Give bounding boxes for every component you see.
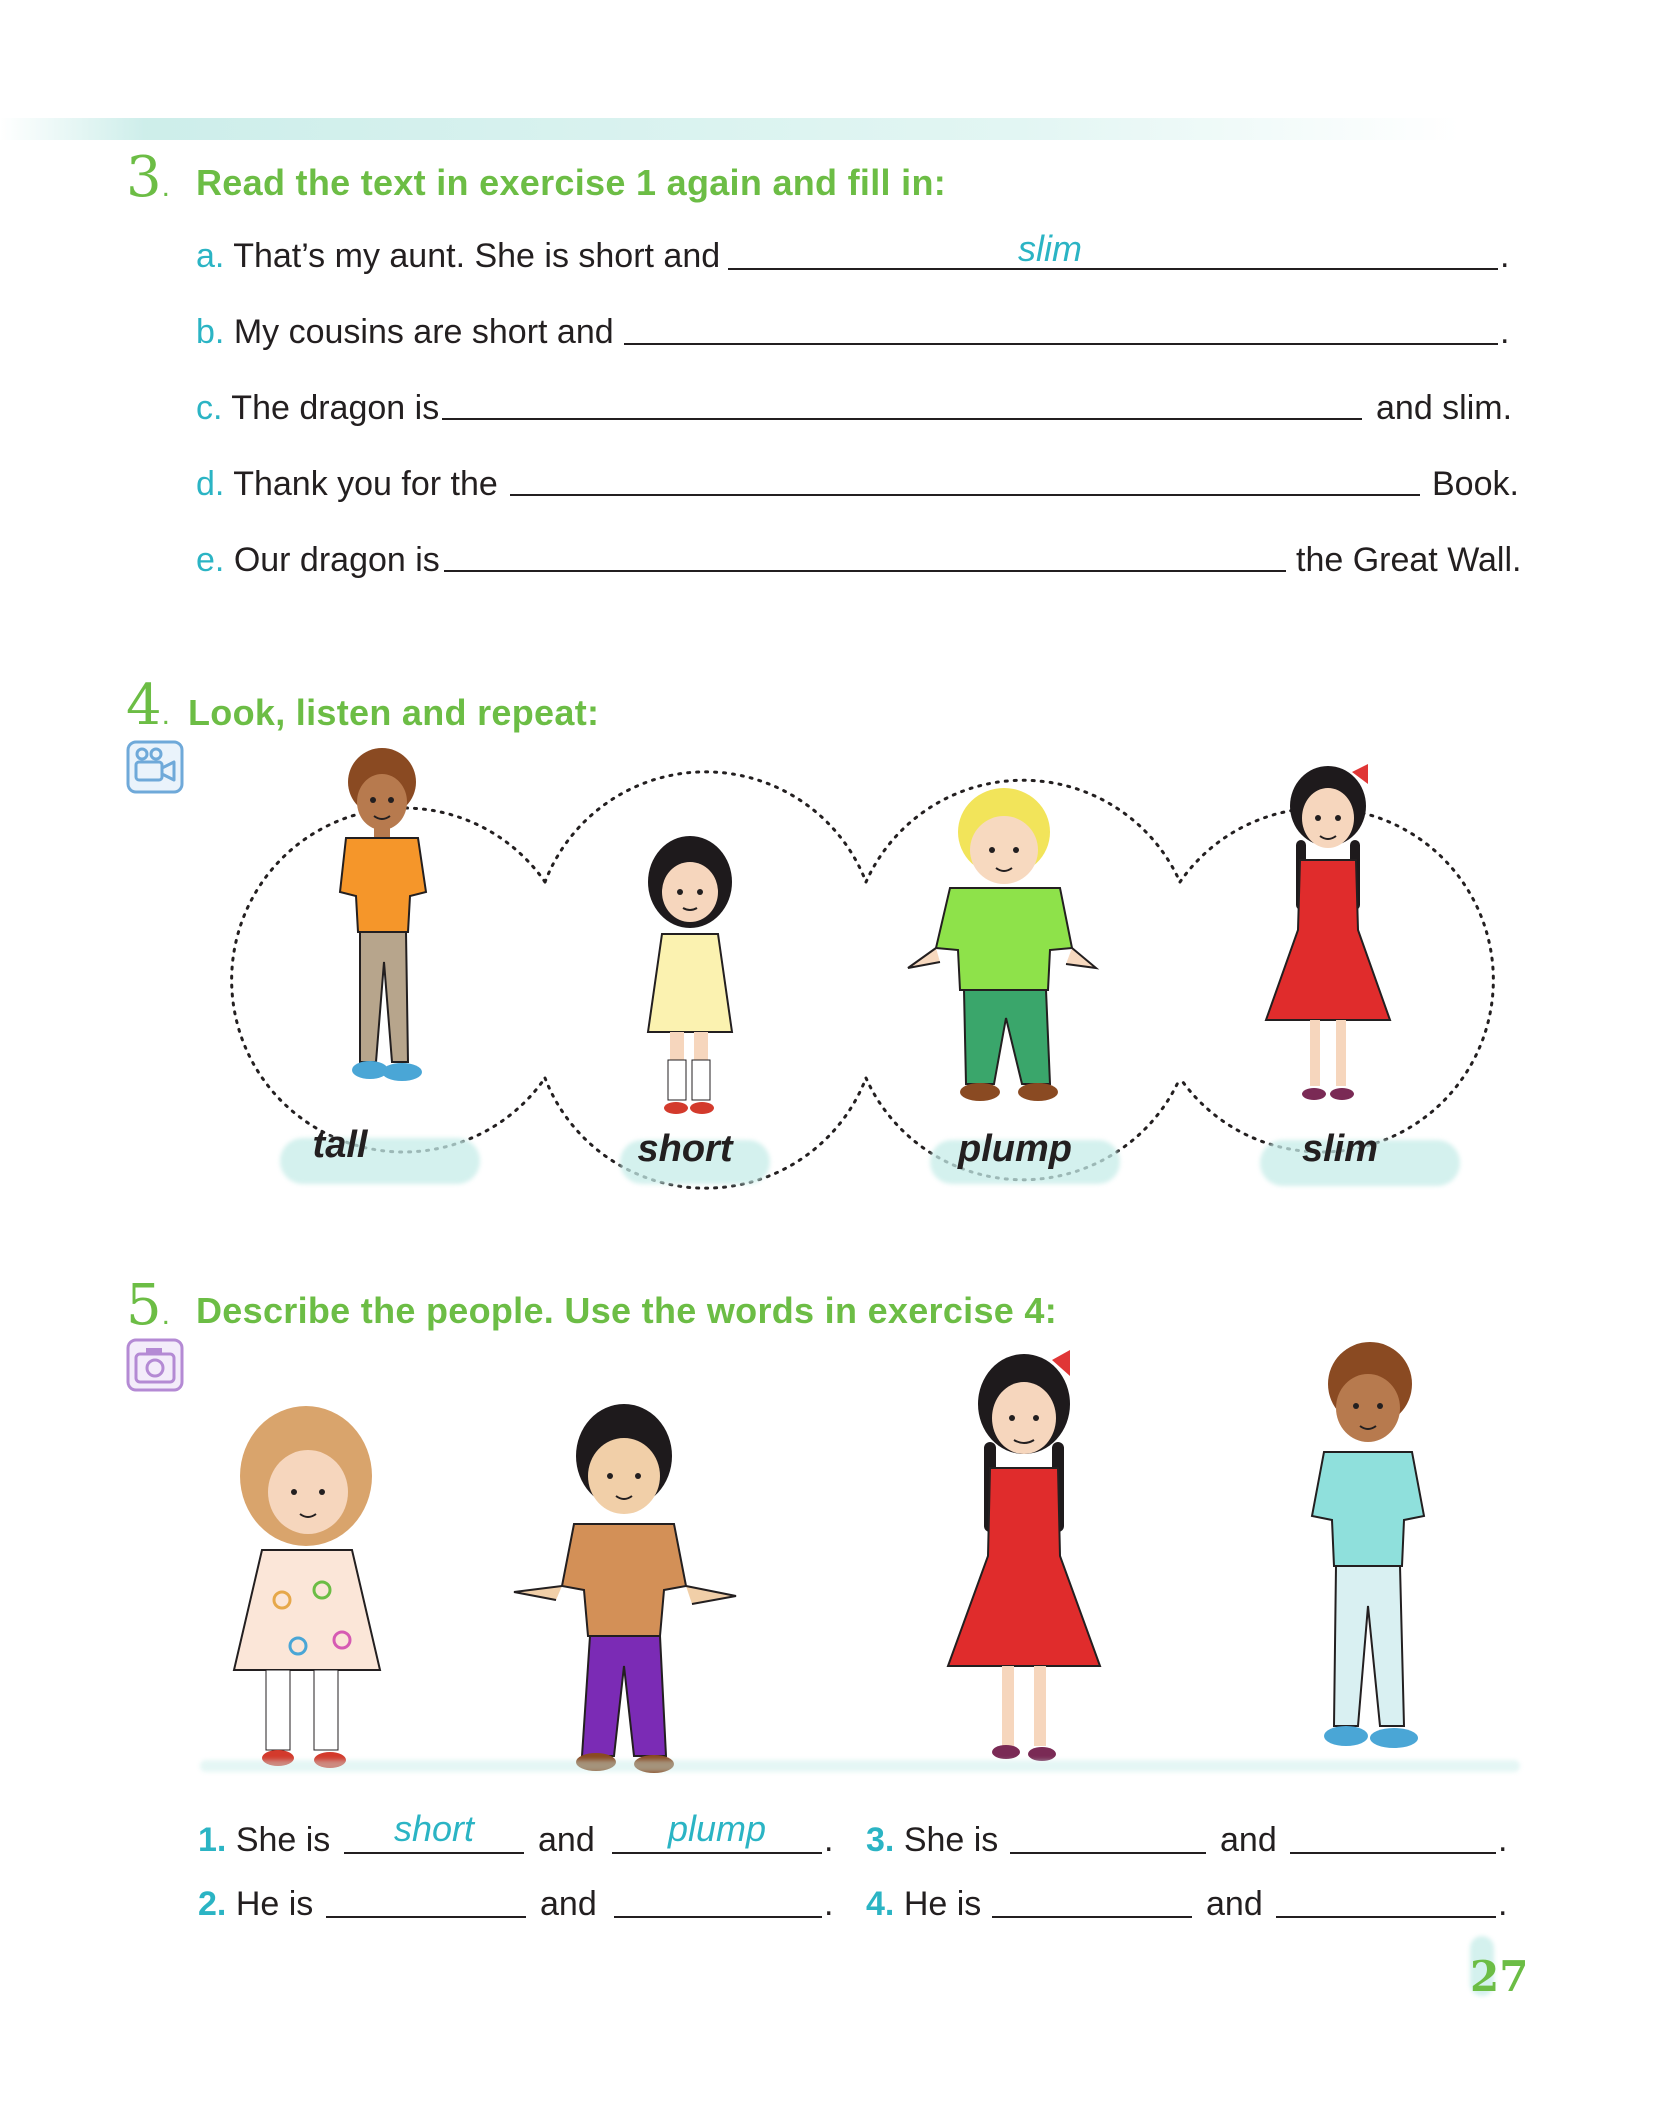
exercise-4-heading: 4. xyxy=(126,673,170,738)
answer-line[interactable] xyxy=(992,1916,1192,1918)
item-end: and slim. xyxy=(1376,389,1513,427)
exercise-number: 4 xyxy=(126,673,162,738)
word-label: tall xyxy=(312,1124,368,1166)
sentence-1 xyxy=(198,1820,330,1860)
exercise-4-title: Look, listen and repeat: xyxy=(188,692,600,733)
answer-text: slim xyxy=(1018,228,1082,269)
answer-line[interactable] xyxy=(624,343,1498,345)
camera-icon[interactable] xyxy=(126,1338,184,1392)
sentence-subject: She is xyxy=(235,1821,331,1859)
ex3-item-c xyxy=(196,388,439,428)
tall-boy-illustration xyxy=(1290,1336,1450,1796)
item-letter: b. xyxy=(196,313,225,351)
answer-line[interactable] xyxy=(444,570,1286,572)
answer-line[interactable] xyxy=(510,494,1420,496)
item-text: Thank you for the xyxy=(233,465,498,503)
ex3-item-d xyxy=(196,464,498,504)
sentence-2 xyxy=(198,1884,313,1924)
ex3-item-e xyxy=(196,540,440,580)
sentence-end: . xyxy=(824,1821,834,1859)
sentence-number: 4. xyxy=(866,1885,895,1923)
answer-line[interactable] xyxy=(442,418,1362,420)
answer-line[interactable] xyxy=(1276,1916,1496,1918)
and-word: and xyxy=(538,1821,595,1859)
answer-line[interactable] xyxy=(612,1852,822,1854)
and-word: and xyxy=(1206,1885,1263,1923)
sentence-end: . xyxy=(824,1885,834,1923)
sentence-3 xyxy=(866,1820,998,1860)
item-letter: e. xyxy=(196,541,225,579)
answer-text: short xyxy=(393,1808,475,1849)
sentence-number: 2. xyxy=(198,1885,227,1923)
item-text: Our dragon is xyxy=(233,541,440,579)
answer-line[interactable] xyxy=(614,1916,822,1918)
sentence-number: 3. xyxy=(866,1821,895,1859)
ex3-item-b xyxy=(196,312,614,352)
slim-girl-illustration xyxy=(940,1346,1110,1786)
item-text: My cousins are short and xyxy=(233,313,614,351)
exercise-number: 3 xyxy=(126,145,162,210)
exercise-3-title: Read the text in exercise 1 again and fill in: xyxy=(196,162,947,203)
item-text: That’s my aunt. She is short and xyxy=(233,237,721,275)
and-word: and xyxy=(1220,1821,1277,1859)
item-letter: a. xyxy=(196,237,225,275)
sentence-subject: He is xyxy=(235,1885,314,1923)
exercise-number: 5 xyxy=(126,1273,162,1338)
item-text: The dragon is xyxy=(231,389,440,427)
tall-boy-illustration xyxy=(320,742,450,1122)
item-end: Book. xyxy=(1432,465,1519,503)
plump-boy-illustration xyxy=(900,778,1100,1118)
sentence-end: . xyxy=(1498,1821,1508,1859)
ground-brush xyxy=(200,1760,1520,1772)
word-label: plump xyxy=(958,1128,1072,1170)
and-word: and xyxy=(540,1885,597,1923)
word-label: short xyxy=(637,1128,733,1170)
word-label: slim xyxy=(1301,1128,1379,1170)
exercise-5-title: Describe the people. Use the words in exercise 4: xyxy=(196,1290,1058,1331)
ex3-item-a xyxy=(196,236,720,276)
item-end: . xyxy=(1500,237,1510,275)
sentence-number: 1. xyxy=(198,1821,227,1859)
short-boy-illustration xyxy=(510,1396,740,1786)
slim-girl-illustration xyxy=(1254,760,1404,1120)
exercise-3-heading: 3. xyxy=(126,145,170,210)
item-letter: c. xyxy=(196,389,223,427)
sentence-4 xyxy=(866,1884,981,1924)
header-band xyxy=(0,118,1460,140)
page-number: 27 xyxy=(1470,1952,1529,2001)
sentence-subject: She is xyxy=(903,1821,999,1859)
answer-line[interactable] xyxy=(326,1916,526,1918)
item-end: the Great Wall. xyxy=(1296,541,1522,579)
short-girl-illustration xyxy=(632,822,752,1122)
item-letter: d. xyxy=(196,465,225,503)
exercise-5-heading: 5. xyxy=(126,1273,170,1338)
video-camera-icon[interactable] xyxy=(126,740,184,794)
answer-line[interactable] xyxy=(1290,1852,1496,1854)
answer-text: plump xyxy=(667,1808,767,1849)
sentence-subject: He is xyxy=(903,1885,982,1923)
item-end: . xyxy=(1500,313,1510,351)
answer-line[interactable] xyxy=(344,1852,524,1854)
sentence-end: . xyxy=(1498,1885,1508,1923)
answer-line[interactable] xyxy=(1010,1852,1206,1854)
short-plump-girl-illustration xyxy=(222,1400,392,1790)
